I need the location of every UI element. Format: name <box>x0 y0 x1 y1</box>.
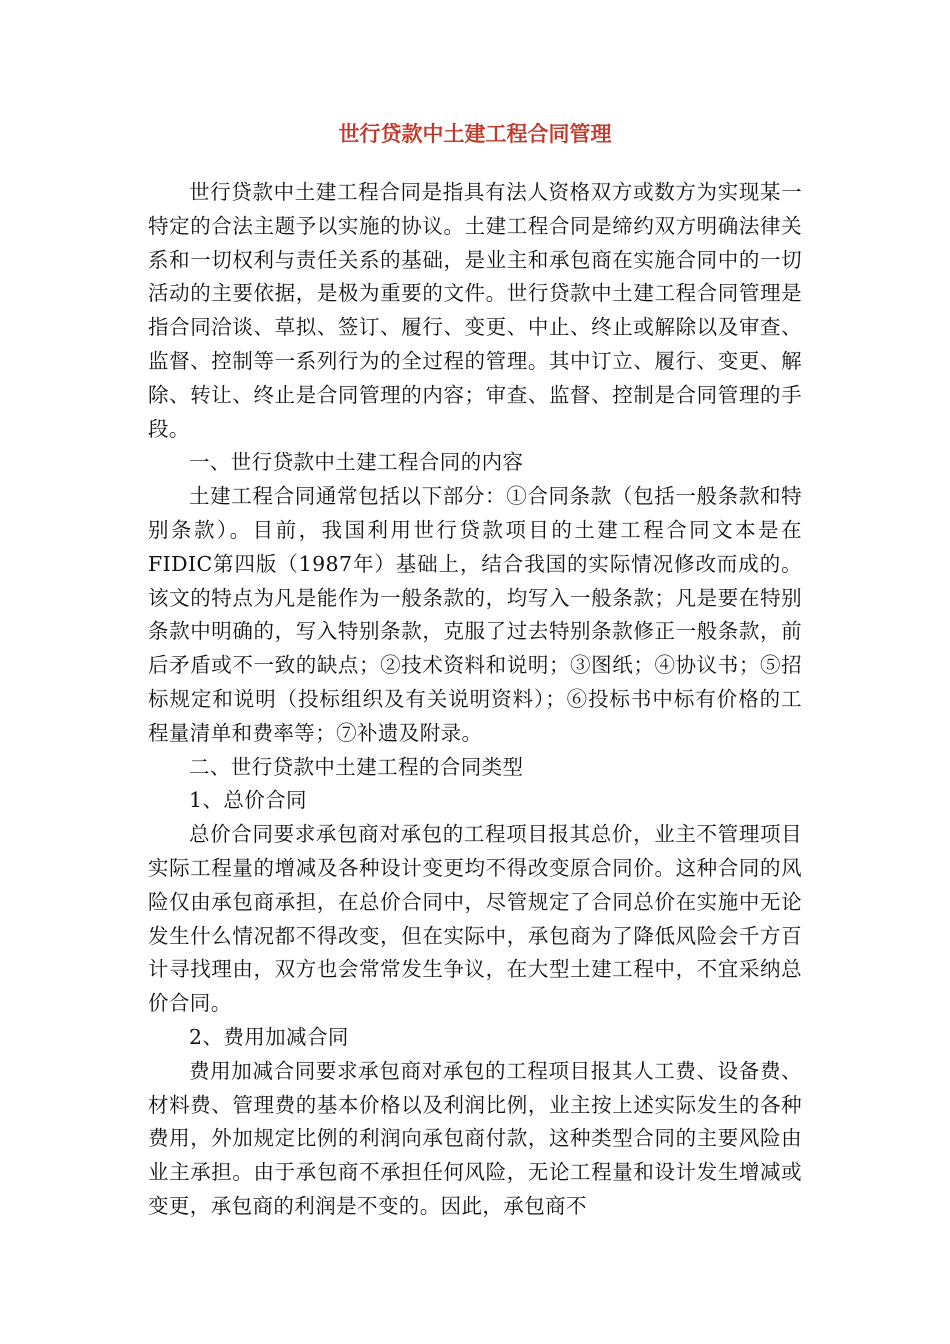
paragraph-intro: 世行贷款中土建工程合同是指具有法人资格双方或数方为实现某一特定的合法主题予以实施的协议。土建工程合同是缔约双方明确法律关系和一切权利与责任关系的基础，是业主和承包商在实施合同中的一切活动的主要依据，是极为重要的文件。世行贷款中土建工程合同管理是指合同洽谈、草拟、签订、履行、变更、中止、终止或解除以及审查、监督、控制等一系列行为的全过程的管理。其中订立、履行、变更、解除、转让、终止是合同管理的内容；审查、监督、控制是合同管理的手段。 <box>148 180 802 441</box>
section-heading-contract-types: 二、世行贷款中土建工程的合同类型 <box>189 754 524 779</box>
section-heading-contents: 一、世行贷款中土建工程合同的内容 <box>189 450 524 475</box>
subheading-lump-sum: 1、总价合同 <box>189 788 307 813</box>
paragraph-cost-plus: 费用加减合同要求承包商对承包的工程项目报其人工费、设备费、材料费、管理费的基本价格以及利润比例，业主按上述实际发生的各种费用，外加规定比例的利润向承包商付款，这种类型合同的主要风险由业主承担。由于承包商不承担任何风险，无论工程量和设计发生增减或变更，承包商的利润是不变的。因此，承包商不 <box>148 1058 802 1218</box>
paragraph-contents: 土建工程合同通常包括以下部分：①合同条款（包括一般条款和特别条款）。目前，我国利用世行贷款项目的土建工程合同文本是在FIDIC第四版（1987年）基础上，结合我国的实际情况修改而成的。该文的特点为凡是能作为一般条款的，均写入一般条款；凡是要在特别条款中明确的，写入特别条款，克服了过去特别条款修正一般条款，前后矛盾或不一致的缺点；②技术资料和说明；③图纸；④协议书；⑤招标规定和说明（投标组织及有关说明资料）；⑥投标书中标有价格的工程量清单和费率等；⑦补遗及附录。 <box>148 484 802 745</box>
paragraph-lump-sum: 总价合同要求承包商对承包的工程项目报其总价，业主不管理项目实际工程量的增减及各种设计变更均不得改变原合同价。这种合同的风险仅由承包商承担，在总价合同中，尽管规定了合同总价在实施中无论发生什么情况都不得改变，但在实际中，承包商为了降低风险会千方百计寻找理由，双方也会常常发生争议，在大型土建工程中，不宜采纳总价合同。 <box>148 822 802 1016</box>
document-title: 世行贷款中土建工程合同管理 <box>338 121 612 146</box>
document-body <box>148 176 802 1224</box>
subheading-cost-plus: 2、费用加减合同 <box>189 1024 349 1049</box>
